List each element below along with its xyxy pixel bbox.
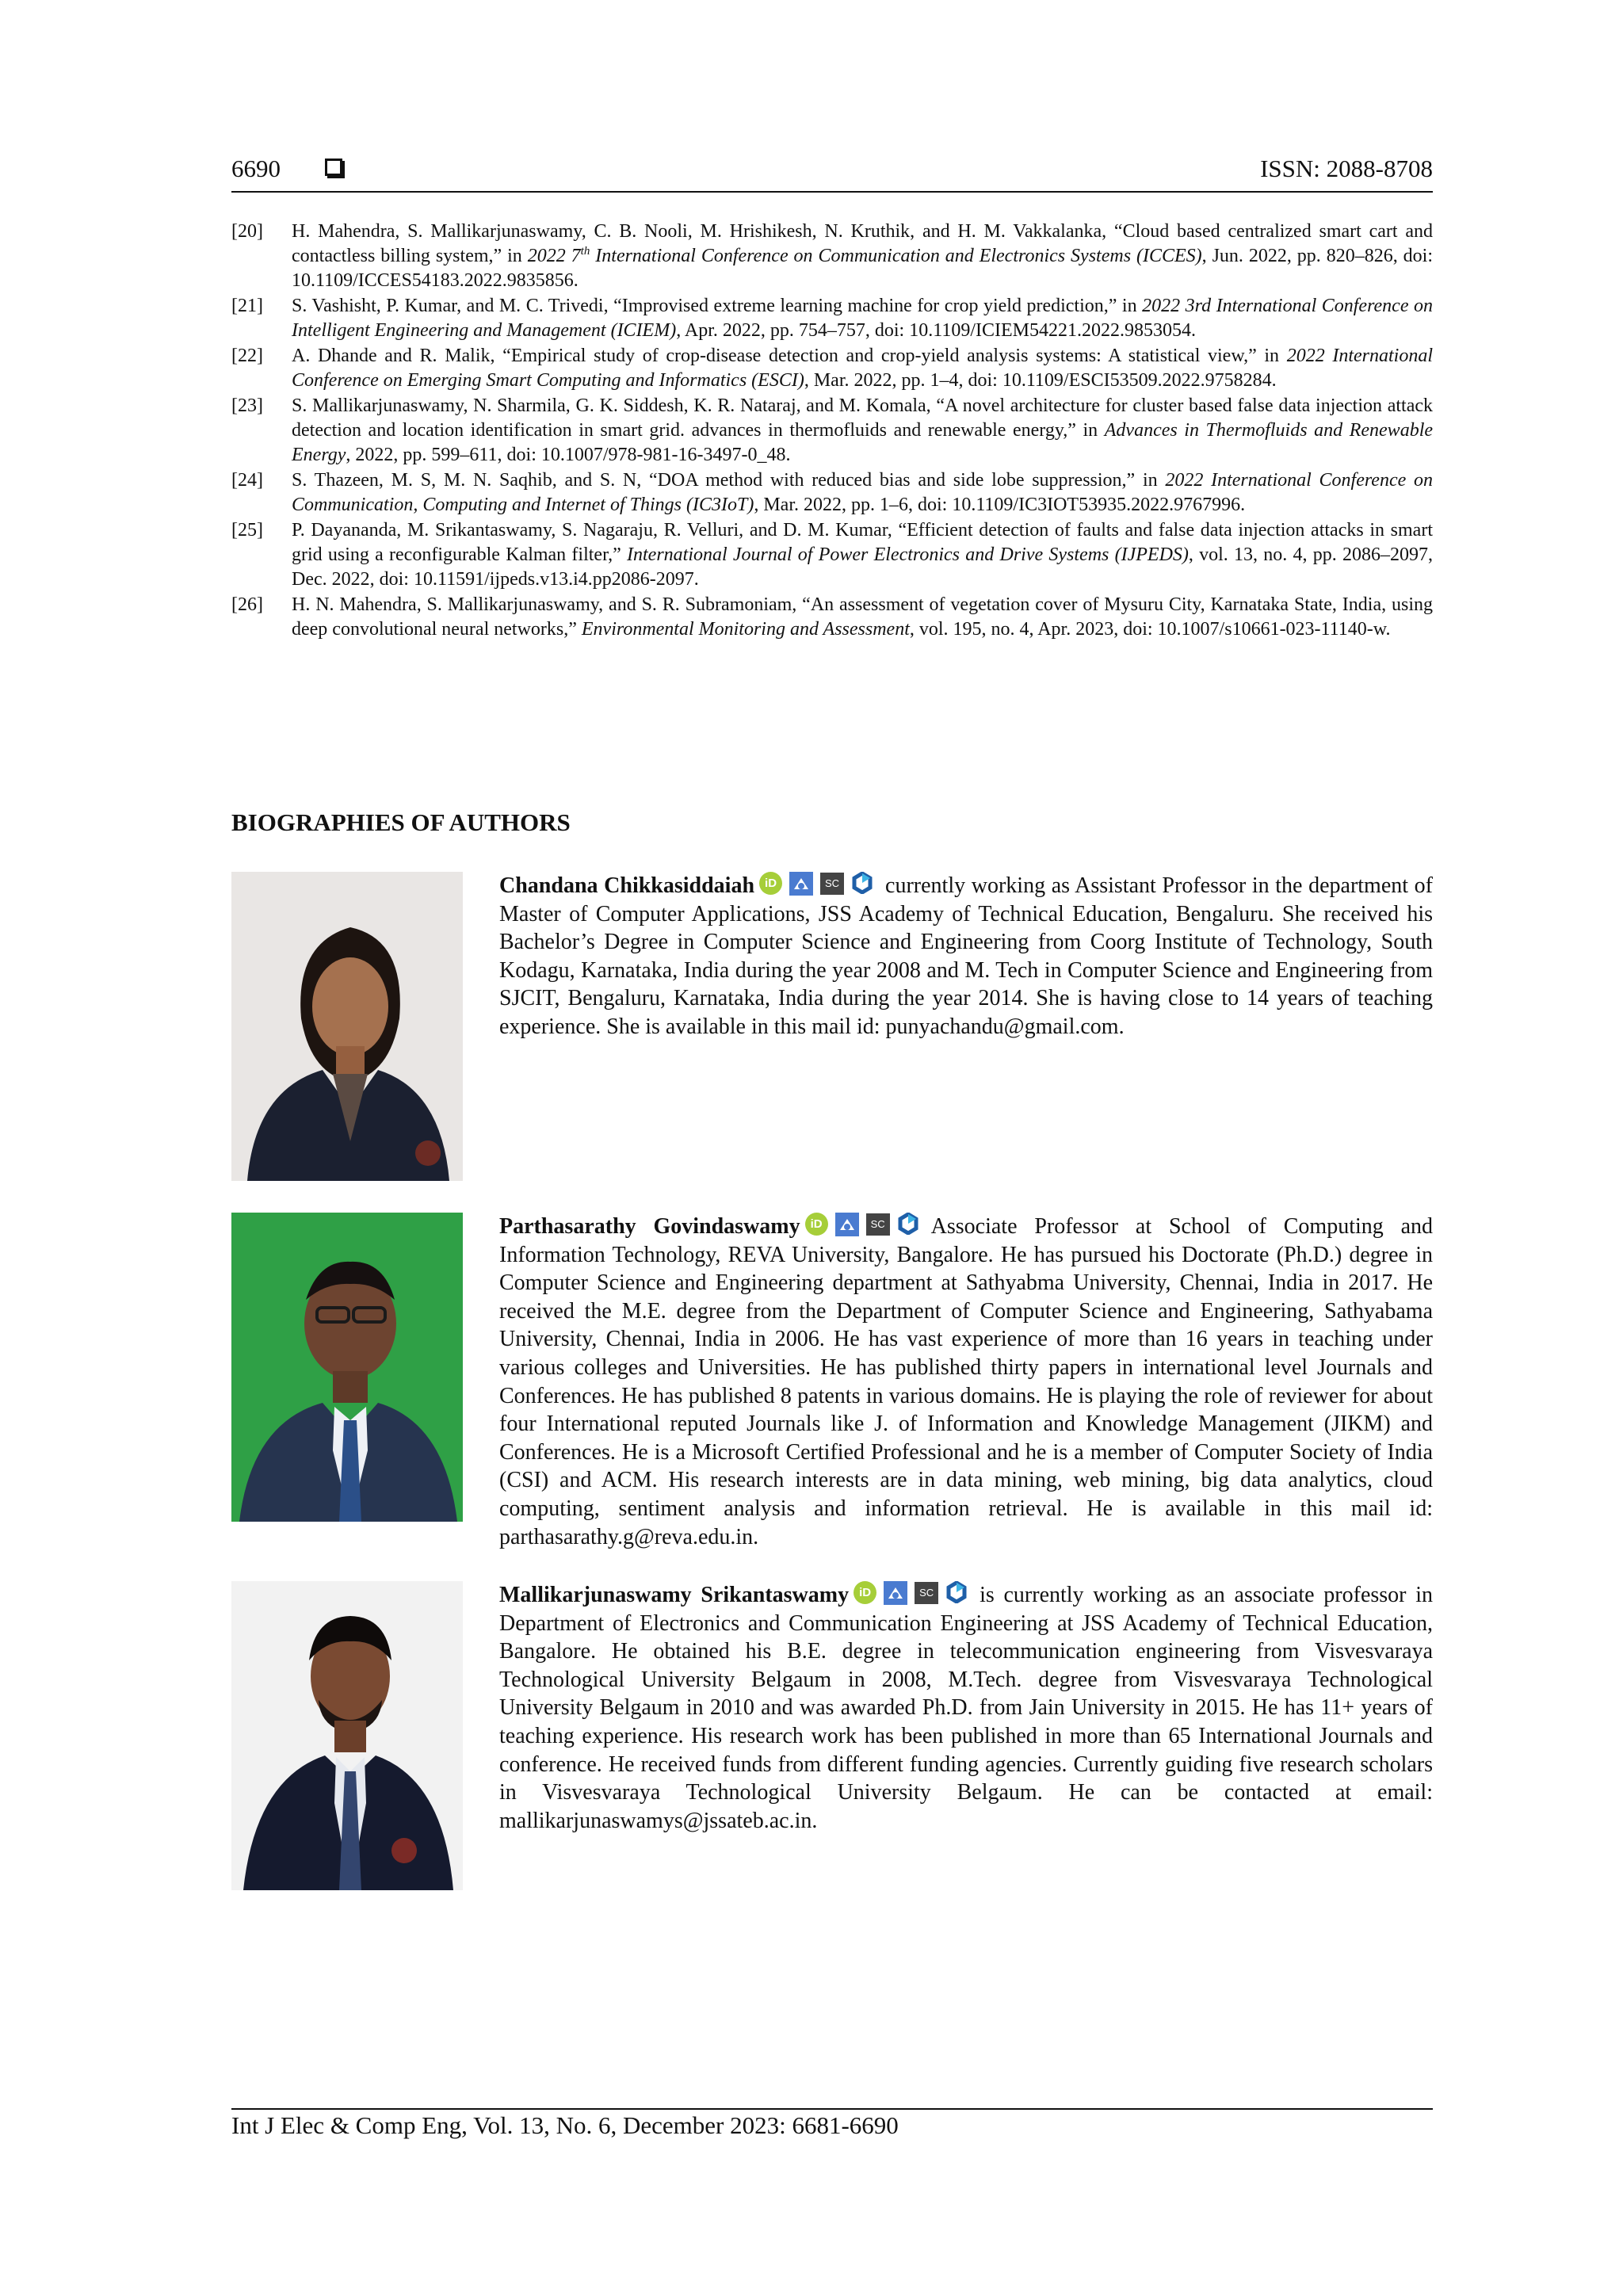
biographies-heading: BIOGRAPHIES OF AUTHORS (231, 808, 571, 836)
author-name: Parthasarathy Govindaswamy (499, 1214, 800, 1239)
reference-text: P. Dayananda, M. Srikantaswamy, S. Nagaraju, R. Velluri, and D. M. Kumar, “Efficient detection of faults and false data injection attacks in smart grid using a reconfigurable Kalman filter,” (292, 520, 1433, 565)
reference-item (231, 593, 1433, 642)
reference-text: A. Dhande and R. Malik, “Empirical study of crop-disease detection and crop-yield analysis systems: A statistical view,” in (292, 346, 1287, 366)
author-name: Chandana Chikkasiddaiah (499, 873, 755, 898)
google-scholar-icon[interactable] (835, 1213, 859, 1236)
reference-text: , Mar. 2022, pp. 1–4, doi: 10.1109/ESCI53509.2022.9758284. (804, 370, 1277, 391)
biography-body: currently working as Assistant Professor in the department of Master of Computer Applications, JSS Academy of Technical Education, Bengaluru. She received his Bachelor’s Degree in Computer Science and Engineering from Coorg Institute of Technology, South Kodagu, Karnataka, India during the year 2008 and M. Tech in Computer Science and Engineering from SJCIT, Bengaluru, Karnataka, India during the year 2014. She is having close to 14 years of teaching experience. She is available in this mail id: punyachandu@gmail.com. (499, 873, 1433, 1039)
reference-number: [26] (231, 594, 263, 615)
biography-text (499, 872, 1433, 1041)
publons-icon[interactable] (945, 1581, 968, 1603)
biography-text (499, 1581, 1433, 1835)
reference-text: , Jun. 2022, pp. 820–826, doi: 10.1109/ICCES54183.2022.9835856. (292, 246, 1434, 291)
reference-venue (528, 246, 1202, 266)
reference-text: S. Vashisht, P. Kumar, and M. C. Trivedi, “Improvised extreme learning machine for crop yield prediction,” in (292, 296, 1143, 316)
reference-venue: International Journal of Power Electronics and Drive Systems (IJPEDS) (627, 544, 1189, 565)
page-footer: Int J Elec & Comp Eng, Vol. 13, No. 6, December 2023: 6681-6690 (231, 2111, 899, 2139)
reference-venue: Environmental Monitoring and Assessment (581, 619, 910, 640)
header-rule (231, 191, 1433, 193)
scopus-icon[interactable]: SC (866, 1213, 890, 1236)
reference-item (231, 518, 1433, 592)
reference-venue: Advances in Thermofluids and Renewable Energy (292, 420, 1434, 465)
reference-text: , vol. 13, no. 4, pp. 2086–2097, Dec. 2022, doi: 10.11591/ijpeds.v13.i4.pp2086-2097. (292, 544, 1434, 590)
google-scholar-icon[interactable] (884, 1581, 907, 1605)
biography-body: is currently working as an associate professor in Department of Electronics and Communication Engineering at JSS Academy of Technical Education, Bangalore. He obtained his B.E. degree in telecommunication engineering from Visvesvaraya Technological University Belgaum in 2008, M.Tech. degree from Visvesvaraya Technological University Belgaum in 2010 and was awarded Ph.D. from Jain University in 2015. He has 11+ years of teaching experience. His research work has been published in more than 65 International Journals and conference. He received funds from different funding agencies. Currently guiding five research scholars in Visvesvaraya Technological University Belgaum. He can be contacted at email: mallikarjunaswamys@jssateb.ac.in. (499, 1583, 1433, 1833)
reference-text: S. Thazeen, M. S, M. N. Saqhib, and S. N, “DOA method with reduced bias and side lobe suppression,” in (292, 470, 1166, 491)
reference-list (231, 220, 1433, 643)
page-header (231, 155, 1433, 189)
reference-item (231, 220, 1433, 293)
reference-number: [20] (231, 221, 263, 242)
author-profile-icons (854, 1581, 975, 1605)
reference-venue: 2022 International Conference on Communication, Computing and Internet of Things (IC3IoT) (292, 470, 1434, 515)
publons-icon[interactable] (851, 872, 873, 894)
reference-venue-part: International Conference on Communication and Electronics Systems (ICCES) (590, 246, 1202, 266)
scopus-icon[interactable]: SC (915, 1582, 938, 1604)
reference-number: [22] (231, 346, 263, 366)
scopus-icon[interactable]: SC (820, 873, 844, 895)
author-photo (231, 1581, 463, 1890)
biography-text (499, 1213, 1433, 1551)
publons-icon[interactable] (897, 1213, 919, 1235)
reference-text: , vol. 195, no. 4, Apr. 2023, doi: 10.1007/s10661-023-11140-w. (909, 619, 1391, 640)
google-scholar-icon[interactable] (789, 872, 813, 896)
author-photo (231, 872, 463, 1181)
issn-label: ISSN: 2088-8708 (1260, 155, 1433, 182)
reference-text: H. N. Mahendra, S. Mallikarjunaswamy, and S. R. Subramoniam, “An assessment of vegetation cover of Mysuru City, Karnataka State, India, using deep convolutional neural networks,” (292, 594, 1433, 640)
author-photo (231, 1213, 463, 1522)
reference-text: , 2022, pp. 599–611, doi: 10.1007/978-981-16-3497-0_48. (346, 445, 791, 465)
reference-number: [23] (231, 395, 263, 416)
orcid-icon[interactable]: iD (759, 872, 782, 895)
reference-item (231, 468, 1433, 518)
reference-venue: 2022 3rd International Conference on Intelligent Engineering and Management (ICIEM) (292, 296, 1433, 341)
reference-text: , Apr. 2022, pp. 754–757, doi: 10.1109/ICIEM54221.2022.9853054. (676, 320, 1196, 341)
square-bullet-icon (325, 159, 342, 176)
biography-body: Associate Professor at School of Computing and Information Technology, REVA University, Bangalore. He has pursued his Doctorate (Ph.D.) degree in Computer Science and Engineering department at Sathyabma University, Chennai, India in 2017. He received the M.E. degree from the Department of Computer Science and Engineering, Sathyabama University, Chennai, India in 2006. He has vast experience of more than 16 years in teaching under various colleges and Universities. He has published thirty papers in international level Journals and Conferences. He has published 8 patents in various domains. He is playing the role of reviewer for about four International reputed Journals like J. of Information and Knowledge Management (JIKM) and Conferences. He is a Microsoft Certified Professional and he is a member of Computer Society of India (CSI) and ACM. His research interests are in data mining, web mining, big data analytics, cloud computing, sentiment analysis and information retrieval. He is available in this mail id: parthasarathy.g@reva.edu.in. (499, 1214, 1434, 1549)
reference-item (231, 294, 1433, 343)
reference-number: [24] (231, 470, 263, 491)
page-number: 6690 (231, 155, 281, 182)
reference-item (231, 344, 1433, 393)
orcid-icon[interactable]: iD (805, 1213, 828, 1236)
author-profile-icons (805, 1213, 926, 1236)
reference-item (231, 394, 1433, 468)
reference-text: H. Mahendra, S. Mallikarjunaswamy, C. B. Nooli, M. Hrishikesh, N. Kruthik, and H. M. Vakkalanka, “Cloud based centralized smart cart and contactless billing system,” in (292, 221, 1433, 266)
reference-text: , Mar. 2022, pp. 1–6, doi: 10.1109/IC3IOT53935.2022.9767996. (754, 495, 1246, 515)
reference-venue-sup: th (580, 245, 590, 258)
reference-number: [21] (231, 296, 263, 316)
reference-text: S. Mallikarjunaswamy, N. Sharmila, G. K. Siddesh, K. R. Nataraj, and M. Komala, “A novel architecture for cluster based false data injection attack detection and location identification in smart grid. advances in thermofluids and renewable energy,” in (292, 395, 1433, 441)
footer-rule (231, 2108, 1433, 2110)
author-profile-icons (759, 872, 880, 896)
reference-venue: 2022 International Conference on Emerging Smart Computing and Informatics (ESCI) (292, 346, 1434, 391)
reference-number: [25] (231, 520, 263, 541)
author-name: Mallikarjunaswamy Srikantaswamy (499, 1583, 850, 1607)
orcid-icon[interactable]: iD (854, 1581, 876, 1604)
reference-venue-part: 2022 7 (527, 246, 581, 266)
